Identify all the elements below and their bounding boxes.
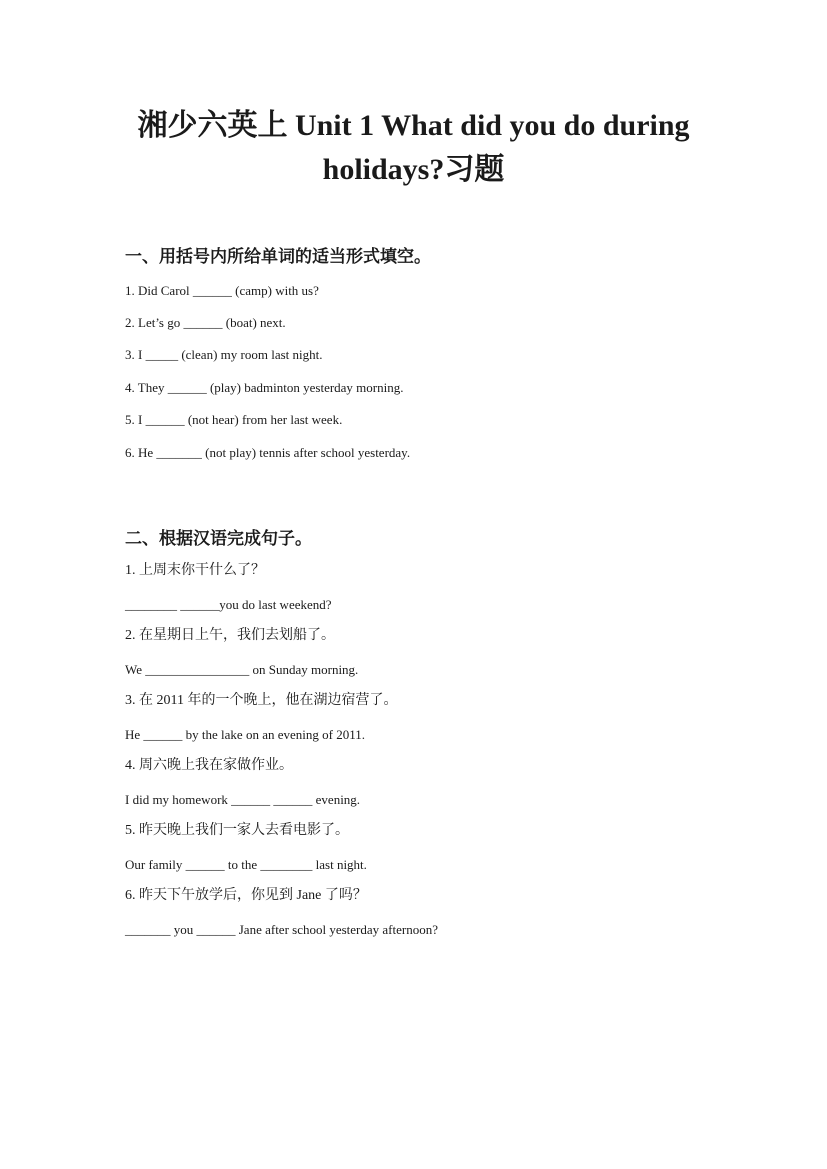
section-2-prompt-5: 5. 昨天晚上我们一家人去看电影了。 (125, 823, 349, 838)
title-line-2: holidays?习题 (322, 153, 505, 186)
section-1-item-4: 4. They ______ (play) badminton yesterday morning. (125, 380, 404, 395)
section-1-item-3: 3. I _____ (clean) my room last night. (125, 347, 323, 362)
section-1-item-2: 2. Let’s go ______ (boat) next. (125, 315, 286, 330)
section-1-heading: 一、用括号内所给单词的适当形式填空。 (125, 247, 431, 266)
section-2-answer-4: I did my homework ______ ______ evening. (125, 792, 361, 807)
title-line-1: 湘少六英上 Unit 1 What did you do during (137, 109, 690, 142)
section-2-answer-5: Our family ______ to the ________ last night. (125, 857, 367, 872)
section-2-heading: 二、根据汉语完成句子。 (125, 529, 312, 548)
section-2-answer-6: _______ you ______ Jane after school yesterday afternoon? (125, 922, 438, 937)
section-2-prompt-2: 2. 在星期日上午，我们去划船了。 (125, 628, 335, 643)
section-2-answer-1: ________ ______you do last weekend? (125, 597, 332, 612)
section-2-prompt-4: 4. 周六晚上我在家做作业。 (125, 758, 293, 773)
document-title (100, 104, 727, 192)
section-1-item-1: 1. Did Carol ______ (camp) with us? (125, 283, 319, 298)
section-2-answer-2: We ________________ on Sunday morning. (125, 662, 359, 677)
section-2-prompt-3: 3. 在 2011 年的一个晚上，他在湖边宿营了。 (125, 693, 398, 708)
section-2-prompt-1: 1. 上周末你干什么了？ (125, 563, 265, 578)
section-2-prompt-6: 6. 昨天下午放学后，你见到 Jane 了吗？ (125, 888, 367, 903)
section-1-item-5: 5. I ______ (not hear) from her last week. (125, 412, 343, 427)
section-2-answer-3: He ______ by the lake on an evening of 2011. (125, 727, 365, 742)
section-1-item-6: 6. He _______ (not play) tennis after school yesterday. (125, 445, 411, 460)
